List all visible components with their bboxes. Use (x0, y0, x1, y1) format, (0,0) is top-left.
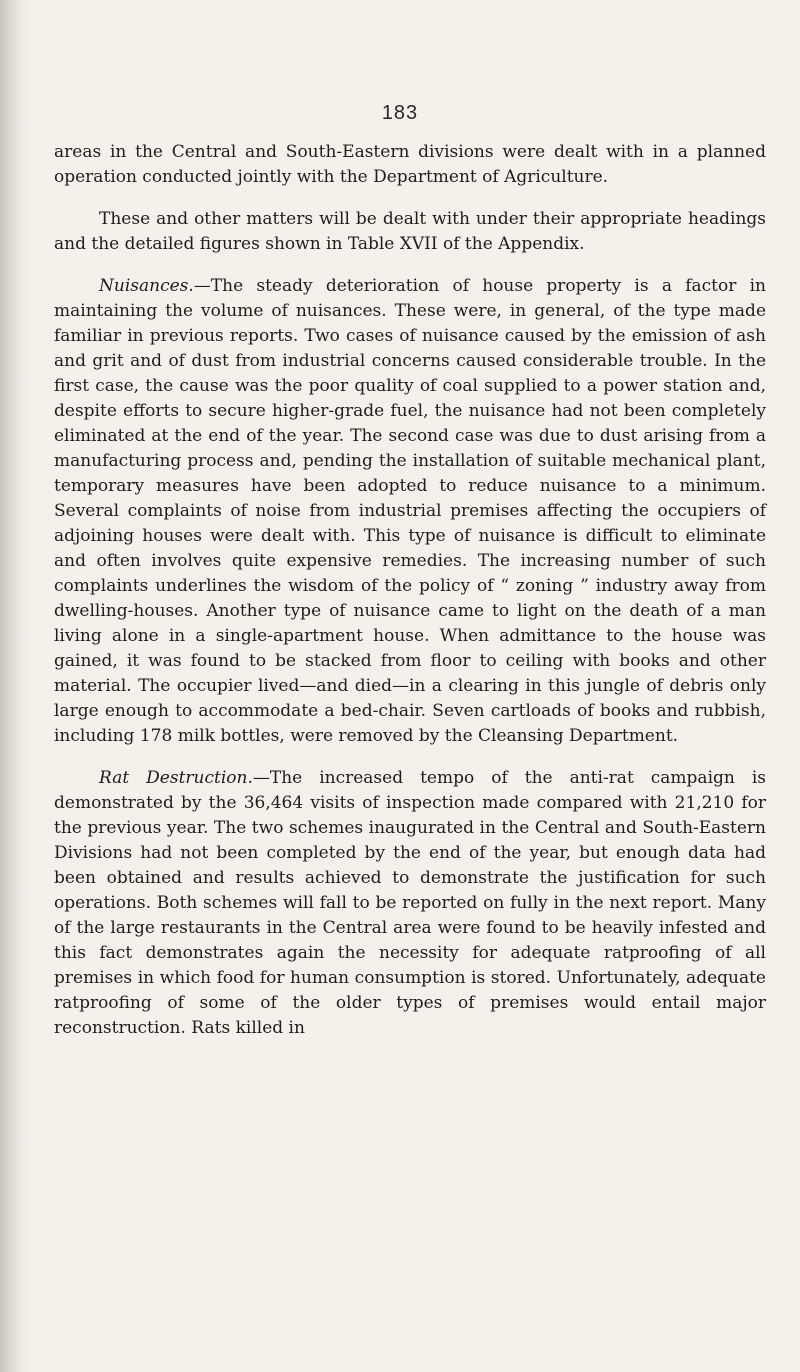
paragraph-text: —The increased tempo of the anti-rat campaign is demonstrated by the 36,464 visits of inspection made compared with 21,210 for the previous year. The two schemes inaugurated in the Central and South-Eastern Divisions had not been completed by the end of the year, but enough data had been obtained and results achieved to demonstrate the justification for such operations. Both schemes will fall to be reported on fully in the next report. Many of the large restaurants in the Central area were found to be heavily infested and this fact demonstrates again the necessity for adequate ratproofing of all premises in which food for human consumption is stored. Unfortunately, adequate ratproofing of some of the older types of premises would entail major reconstruction. Rats killed in (54, 768, 766, 1038)
page-number: 183 (381, 102, 419, 124)
binding-shadow (0, 0, 30, 1372)
paragraph-text: —The steady deterioration of house property is a factor in maintaining the volume of nuisances. These were, in general, of the type made familiar in previous reports. Two cases of nuisance caused by the emission of ash and grit and of dust from industrial concerns caused considerable trouble. In the first case, the cause was the poor quality of coal supplied to a power station and, despite efforts to secure higher-grade fuel, the nuisance had not been completely eliminated at the end of the year. The second case was due to dust arising from a manufacturing process and, pending the installation of suitable mechanical plant, temporary measures have been adopted to reduce nuisance to a minimum. Several complaints of noise from industrial premises affecting the occupiers of adjoining houses were dealt with. This type of nuisance is difficult to eliminate and often involves quite expensive remedies. The increasing number of such complaints underlines the wisdom of the policy of “ zoning ” industry away from dwelling-houses. Another type of nuisance came to light on the death of a man living alone in a single-apartment house. When admittance to the house was gained, it was found to be stacked from floor to ceiling with books and other material. The occupier lived—and died—in a clearing in this jungle of debris only large enough to accommodate a bed-chair. Seven cartloads of books and rubbish, including 178 milk bottles, were removed by the Cleansing Department. (54, 276, 766, 746)
section-heading-rat-destruction: Rat Destruction. (99, 768, 253, 788)
paragraph-continuation (54, 140, 766, 190)
paragraph-nuisances (54, 274, 766, 749)
body-text (54, 140, 766, 1058)
paragraph-headings-note (54, 207, 766, 257)
paragraph-text: areas in the Central and South-Eastern divisions were dealt with in a planned operation conducted jointly with the Department of Agriculture. (54, 142, 766, 187)
paragraph-rat-destruction (54, 766, 766, 1041)
section-heading-nuisances: Nuisances. (99, 276, 194, 296)
paragraph-text: These and other matters will be dealt with under their appropriate headings and the detailed figures shown in Table XVII of the Appendix. (54, 209, 766, 254)
